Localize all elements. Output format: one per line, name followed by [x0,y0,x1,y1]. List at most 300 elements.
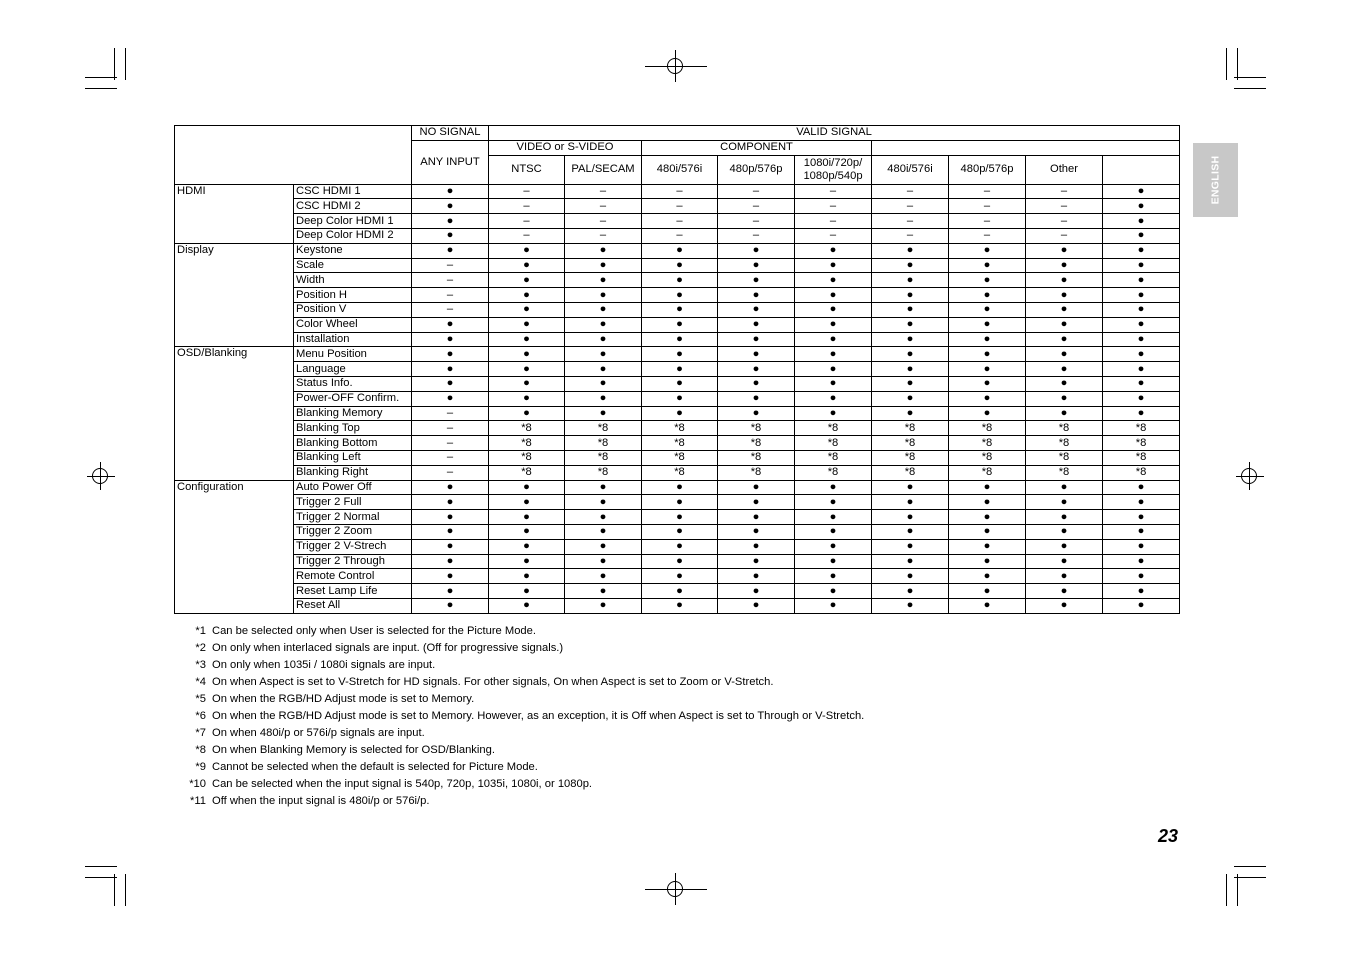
table-row [175,406,1180,421]
row-item-label: Deep Color HDMI 2 [294,228,412,243]
table-cell: – [795,228,872,243]
table-cell: ● [1103,569,1180,584]
table-row [175,273,1180,288]
table-cell: *8 [1103,465,1180,480]
footnote-text: On when Blanking Memory is selected for OSD/Blanking. [212,744,495,756]
row-item-label: Blanking Right [294,465,412,480]
table-cell: ● [412,199,489,214]
table-cell: ● [489,524,565,539]
row-group-label: Display [175,243,294,347]
table-row [175,450,1180,465]
table-cell: ● [949,317,1026,332]
table-cell: ● [412,317,489,332]
table-cell: ● [1026,347,1103,362]
table-row [175,228,1180,243]
table-cell: ● [718,406,795,421]
table-cell: ● [795,243,872,258]
table-cell: ● [872,288,949,303]
row-item-label: Trigger 2 Zoom [294,524,412,539]
row-item-label: Auto Power Off [294,480,412,495]
table-cell: ● [795,302,872,317]
table-cell: ● [1026,376,1103,391]
table-cell: *8 [565,436,642,451]
footnote-text: On when the RGB/HD Adjust mode is set to Memory. However, as an exception, it is Off when Aspect is set to Through or V-Stretch. [212,710,865,722]
row-item-label: Blanking Memory [294,406,412,421]
table-row [175,465,1180,480]
table-cell: ● [949,243,1026,258]
table-cell: – [412,421,489,436]
table-row [175,243,1180,258]
table-cell: ● [949,569,1026,584]
table-row [175,539,1180,554]
table-cell: *8 [872,450,949,465]
table-cell: *8 [949,421,1026,436]
table-cell: ● [1026,524,1103,539]
table-cell: *8 [795,421,872,436]
table-row [175,584,1180,599]
table-row [175,214,1180,229]
table-cell: ● [949,302,1026,317]
table-cell: *8 [872,465,949,480]
table-row [175,569,1180,584]
table-cell: ● [489,569,565,584]
table-cell: *8 [949,450,1026,465]
table-cell: ● [565,332,642,347]
table-row [175,480,1180,495]
table-cell: ● [1103,332,1180,347]
table-row [175,258,1180,273]
table-cell: *8 [1026,421,1103,436]
row-item-label: Trigger 2 Full [294,495,412,510]
table-cell: ● [718,539,795,554]
table-cell: ● [718,376,795,391]
table-cell: – [949,214,1026,229]
table-cell: ● [872,406,949,421]
row-item-label: Installation [294,332,412,347]
table-cell: ● [642,288,718,303]
table-cell: ● [1026,510,1103,525]
table-cell: ● [718,332,795,347]
row-item-label: Color Wheel [294,317,412,332]
table-cell: ● [412,584,489,599]
table-cell: ● [795,288,872,303]
table-cell: ● [489,391,565,406]
table-cell: ● [949,347,1026,362]
table-cell: ● [489,495,565,510]
table-cell: ● [412,228,489,243]
table-cell: ● [949,376,1026,391]
table-cell: – [412,288,489,303]
table-cell: – [718,214,795,229]
table-cell: ● [412,347,489,362]
table-row [175,436,1180,451]
column-header: NTSC [489,155,565,184]
row-item-label: Reset Lamp Life [294,584,412,599]
table-cell: – [565,184,642,199]
table-cell: *8 [872,421,949,436]
row-item-label: Reset All [294,598,412,613]
footnote [178,759,864,776]
signal-settings-table [174,125,1180,614]
table-cell: ● [949,539,1026,554]
table-cell: ● [718,347,795,362]
table-cell: ● [489,332,565,347]
table-cell: ● [795,332,872,347]
table-row [175,332,1180,347]
table-cell: ● [565,510,642,525]
row-item-label: Position V [294,302,412,317]
table-cell: ● [1103,184,1180,199]
footnote [178,742,864,759]
column-header [1103,155,1180,184]
table-cell: ● [642,258,718,273]
row-item-label: Menu Position [294,347,412,362]
table-cell: – [412,450,489,465]
table-cell: ● [1103,362,1180,377]
footnote [178,708,864,725]
table-cell: *8 [718,465,795,480]
row-item-label: Width [294,273,412,288]
table-cell: ● [949,332,1026,347]
table-cell: ● [718,362,795,377]
footnote [178,657,864,674]
header-any-input: ANY INPUT [412,140,489,184]
table-cell: ● [412,495,489,510]
table-cell: ● [642,391,718,406]
table-cell: ● [489,480,565,495]
table-cell: *8 [1026,465,1103,480]
table-cell: *8 [795,450,872,465]
table-row [175,376,1180,391]
table-cell: ● [412,524,489,539]
footnote [178,623,864,640]
table-cell: ● [795,376,872,391]
table-cell: ● [1103,347,1180,362]
row-item-label: Scale [294,258,412,273]
table-cell: ● [1103,228,1180,243]
table-cell: ● [565,524,642,539]
footnote-text: On only when interlaced signals are input. (Off for progressive signals.) [212,642,564,654]
table-cell: *8 [642,421,718,436]
table-cell: ● [949,495,1026,510]
row-item-label: Trigger 2 Through [294,554,412,569]
table-cell: – [412,436,489,451]
table-cell: – [872,184,949,199]
row-item-label: CSC HDMI 1 [294,184,412,199]
table-cell: ● [642,495,718,510]
table-cell: ● [412,214,489,229]
footnote-number: *10 [189,778,206,790]
table-cell: ● [1103,302,1180,317]
table-cell: ● [1026,391,1103,406]
table-cell: ● [565,598,642,613]
table-cell: ● [718,391,795,406]
language-side-tab [1193,143,1238,217]
table-cell: ● [872,569,949,584]
table-cell: ● [1103,554,1180,569]
footnote [178,725,864,742]
table-cell: ● [872,347,949,362]
table-cell: ● [1103,480,1180,495]
row-item-label: Trigger 2 Normal [294,510,412,525]
table-cell: ● [795,347,872,362]
table-row [175,199,1180,214]
table-cell: *8 [642,436,718,451]
table-cell: ● [949,391,1026,406]
table-cell: ● [565,258,642,273]
table-cell: ● [718,495,795,510]
table-row [175,288,1180,303]
row-item-label: Blanking Left [294,450,412,465]
table-cell: *8 [795,465,872,480]
footnote-number: *8 [195,744,206,756]
table-cell: ● [1103,273,1180,288]
table-cell: ● [642,317,718,332]
table-cell: – [718,184,795,199]
table-cell: ● [1026,598,1103,613]
table-cell: – [489,199,565,214]
table-cell: ● [718,584,795,599]
table-cell: ● [1026,495,1103,510]
table-cell: ● [718,258,795,273]
table-cell: ● [1103,510,1180,525]
table-cell: ● [642,524,718,539]
table-cell: ● [1103,584,1180,599]
table-cell: – [412,465,489,480]
table-cell: ● [642,302,718,317]
footnote-number: *9 [195,761,206,773]
header-blank-cell [175,126,412,185]
table-cell: ● [642,243,718,258]
table-cell: ● [642,332,718,347]
table-cell: ● [795,406,872,421]
table-cell: ● [565,302,642,317]
footnote-text: On when 480i/p or 576i/p signals are input. [212,727,425,739]
footnote-number: *4 [195,676,206,688]
table-cell: *8 [565,450,642,465]
table-cell: ● [642,362,718,377]
table-cell: – [1026,228,1103,243]
table-cell: – [489,184,565,199]
header-video: VIDEO or S-VIDEO [489,140,642,155]
table-cell: ● [1026,258,1103,273]
table-cell: *8 [718,450,795,465]
table-cell: ● [718,273,795,288]
table-cell: ● [795,524,872,539]
table-row [175,347,1180,362]
table-cell: ● [1026,480,1103,495]
table-row [175,184,1180,199]
table-cell: ● [412,376,489,391]
table-cell: – [795,199,872,214]
table-cell: *8 [872,436,949,451]
table-cell: ● [565,317,642,332]
footnote-text: Can be selected when the input signal is 540p, 720p, 1035i, 1080i, or 1080p. [212,778,593,790]
table-cell: *8 [718,436,795,451]
table-cell: ● [642,569,718,584]
table-cell: ● [1103,539,1180,554]
table-cell: ● [949,288,1026,303]
table-row [175,524,1180,539]
footnote-number: *5 [195,693,206,705]
table-cell: ● [565,347,642,362]
table-cell: ● [412,554,489,569]
table-cell: *8 [949,436,1026,451]
table-cell: ● [642,510,718,525]
table-cell: – [949,228,1026,243]
table-cell: *8 [1026,450,1103,465]
table-cell: ● [1103,524,1180,539]
row-item-label: Blanking Bottom [294,436,412,451]
column-header: Other [1026,155,1103,184]
table-cell: – [565,228,642,243]
row-item-label: Deep Color HDMI 1 [294,214,412,229]
table-cell: ● [642,554,718,569]
table-cell: ● [489,539,565,554]
table-cell: ● [1026,362,1103,377]
table-cell: – [872,199,949,214]
footnote-text: On when the RGB/HD Adjust mode is set to Memory. [212,693,475,705]
table-cell: ● [412,391,489,406]
table-cell: – [642,199,718,214]
table-row [175,554,1180,569]
table-cell: ● [1103,406,1180,421]
table-row [175,495,1180,510]
table-cell: ● [1103,598,1180,613]
footnotes [178,623,864,810]
row-item-label: Power-OFF Confirm. [294,391,412,406]
table-cell: *8 [718,421,795,436]
footnote [178,691,864,708]
table-cell: ● [1026,569,1103,584]
table-cell: ● [718,288,795,303]
footnote [178,776,864,793]
table-cell: ● [642,376,718,391]
table-cell: ● [642,539,718,554]
table-cell: ● [1103,288,1180,303]
footnote-text: Can be selected only when User is selected for the Picture Mode. [212,625,536,637]
table-cell: ● [718,510,795,525]
table-cell: *8 [1103,421,1180,436]
table-cell: ● [489,317,565,332]
column-header: 480i/576i [872,155,949,184]
table-cell: ● [872,317,949,332]
table-cell: ● [795,258,872,273]
table-cell: ● [642,273,718,288]
column-header: 480p/576p [949,155,1026,184]
table-cell: – [872,228,949,243]
table-cell: ● [872,362,949,377]
table-cell: ● [1026,273,1103,288]
table-cell: ● [489,598,565,613]
table-cell: – [412,302,489,317]
table-cell: ● [489,510,565,525]
table-row [175,391,1180,406]
table-cell: *8 [565,465,642,480]
table-cell: ● [489,288,565,303]
table-cell: *8 [1103,436,1180,451]
table-cell: ● [1103,391,1180,406]
footnote-number: *2 [195,642,206,654]
table-cell: ● [795,569,872,584]
table-cell: ● [565,406,642,421]
table-cell: ● [489,584,565,599]
table-cell: ● [795,317,872,332]
table-cell: ● [949,273,1026,288]
table-cell: ● [718,524,795,539]
table-cell: *8 [489,421,565,436]
table-cell: ● [795,598,872,613]
table-cell: ● [872,524,949,539]
table-cell: ● [412,480,489,495]
table-cell: ● [718,480,795,495]
table-cell: ● [872,584,949,599]
table-cell: ● [1026,584,1103,599]
footnote-text: On only when 1035i / 1080i signals are input. [212,659,436,671]
table-cell: ● [412,569,489,584]
header-row-1 [175,126,1180,141]
table-cell: ● [795,584,872,599]
table-cell: *8 [489,450,565,465]
table-row [175,598,1180,613]
table-cell: – [718,199,795,214]
footnote-number: *3 [195,659,206,671]
table-cell: ● [489,347,565,362]
table-cell: – [795,214,872,229]
table-cell: – [642,214,718,229]
table-cell: ● [718,569,795,584]
table-cell: ● [565,288,642,303]
table-cell: ● [642,598,718,613]
table-cell: – [1026,184,1103,199]
header-valid-signal: VALID SIGNAL [489,126,1180,141]
table-cell: – [1026,214,1103,229]
table-cell: ● [412,510,489,525]
table-cell: ● [1103,243,1180,258]
table-cell: ● [718,243,795,258]
table-cell: ● [949,524,1026,539]
table-cell: ● [872,332,949,347]
table-cell: ● [1026,554,1103,569]
table-cell: ● [412,539,489,554]
table-cell: ● [949,362,1026,377]
table-cell: ● [642,480,718,495]
table-cell: – [642,184,718,199]
table-cell: ● [565,362,642,377]
table-cell: ● [565,391,642,406]
table-cell: ● [872,598,949,613]
table-cell: ● [718,317,795,332]
table-cell: ● [872,376,949,391]
table-cell: ● [949,510,1026,525]
table-cell: ● [795,273,872,288]
table-cell: ● [795,539,872,554]
table-cell: ● [489,258,565,273]
table-cell: ● [1103,495,1180,510]
column-header: 480i/576i [642,155,718,184]
table-cell: ● [949,554,1026,569]
table-cell: *8 [795,436,872,451]
footnote [178,793,864,810]
table-cell: ● [565,554,642,569]
footnote-number: *6 [195,710,206,722]
table-cell: ● [718,554,795,569]
table-cell: ● [949,480,1026,495]
table-cell: ● [949,598,1026,613]
table-cell: – [1026,199,1103,214]
table-cell: ● [872,243,949,258]
table-cell: ● [642,584,718,599]
